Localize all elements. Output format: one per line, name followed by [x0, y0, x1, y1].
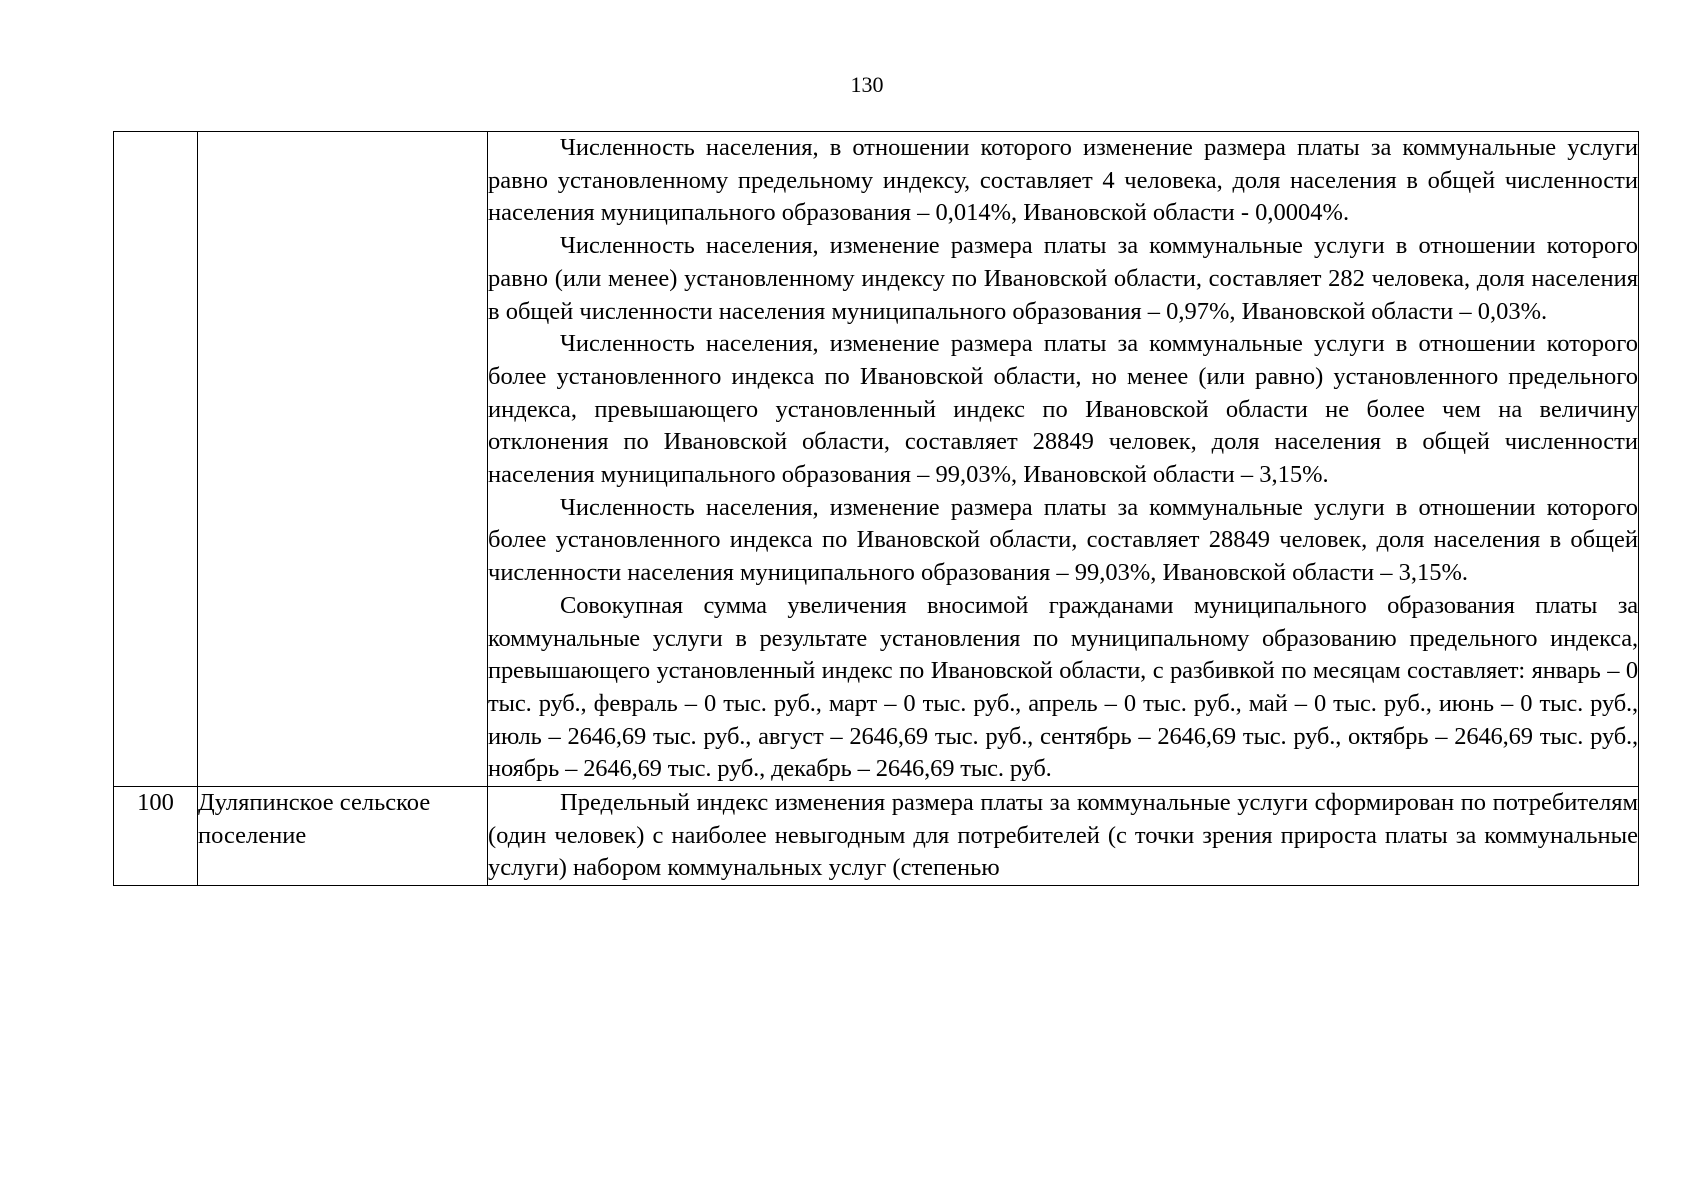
- row-number-cell: [114, 132, 198, 787]
- paragraph-limit-index-population: Численность населения, в отношении которого изменение размера платы за коммунальные услуги равно установленному предельному индексу, составляет 4 человека, доля населения в общей численности населения муниципального образования – 0,014%, Ивановской области - 0,0004%.: [488, 134, 1638, 227]
- row-number-cell: 100: [114, 787, 198, 886]
- municipal-index-table: [113, 131, 1639, 886]
- municipality-name-cell: [198, 132, 488, 787]
- description-cell: [488, 132, 1639, 787]
- table-row: [114, 787, 1639, 886]
- paragraph-monthly-increase: Совокупная сумма увеличения вносимой гражданами муниципального образования платы за коммунальные услуги в результате установления по муниципальному образованию предельного индекса, превышающего установленный индекс по Ивановской области, с разбивкой по месяцам составляет: январь – 0 тыс. руб., февраль – 0 тыс. руб., март – 0 тыс. руб., апрель – 0 тыс. руб., май – 0 тыс. руб., июнь – 0 тыс. руб., июль – 2646,69 тыс. руб., август – 2646,69 тыс. руб., сентябрь – 2646,69 тыс. руб., октябрь – 2646,69 тыс. руб., ноябрь – 2646,69 тыс. руб., декабрь – 2646,69 тыс. руб.: [488, 591, 1638, 783]
- paragraph-index-formation: Предельный индекс изменения размера платы за коммунальные услуги сформирован по потребителям (один человек) с наиболее невыгодным для потребителей (с точки зрения прироста платы за коммунальные услуги) набором коммунальных услуг (степенью: [488, 789, 1638, 882]
- description-cell: [488, 787, 1639, 886]
- paragraph-above-index-population: Численность населения, изменение размера платы за коммунальные услуги в отношении которого более установленного индекса по Ивановской области, составляет 28849 человек, доля населения в общей численности населения муниципального образования – 99,03%, Ивановской области – 3,15%.: [488, 493, 1638, 587]
- paragraph-below-index-population: Численность населения, изменение размера платы за коммунальные услуги в отношении которого равно (или менее) установленному индексу по Ивановской области, составляет 282 человека, доля населения в общей численности населения муниципального образования – 0,97%, Ивановской области – 0,03%.: [488, 232, 1638, 325]
- paragraph-between-index-population: Численность населения, изменение размера платы за коммунальные услуги в отношении которого более установленного индекса по Ивановской области, но менее (или равно) установленного предельного индекса, превышающего установленный индекс по Ивановской области не более чем на величину отклонения по Ивановской области, составляет 28849 человек, доля населения в общей численности населения муниципального образования – 99,03%, Ивановской области – 3,15%.: [488, 330, 1638, 489]
- municipality-name-cell: Дуляпинское сельское поселение: [198, 787, 488, 886]
- table-row: [114, 132, 1639, 787]
- page-number: 130: [850, 72, 884, 97]
